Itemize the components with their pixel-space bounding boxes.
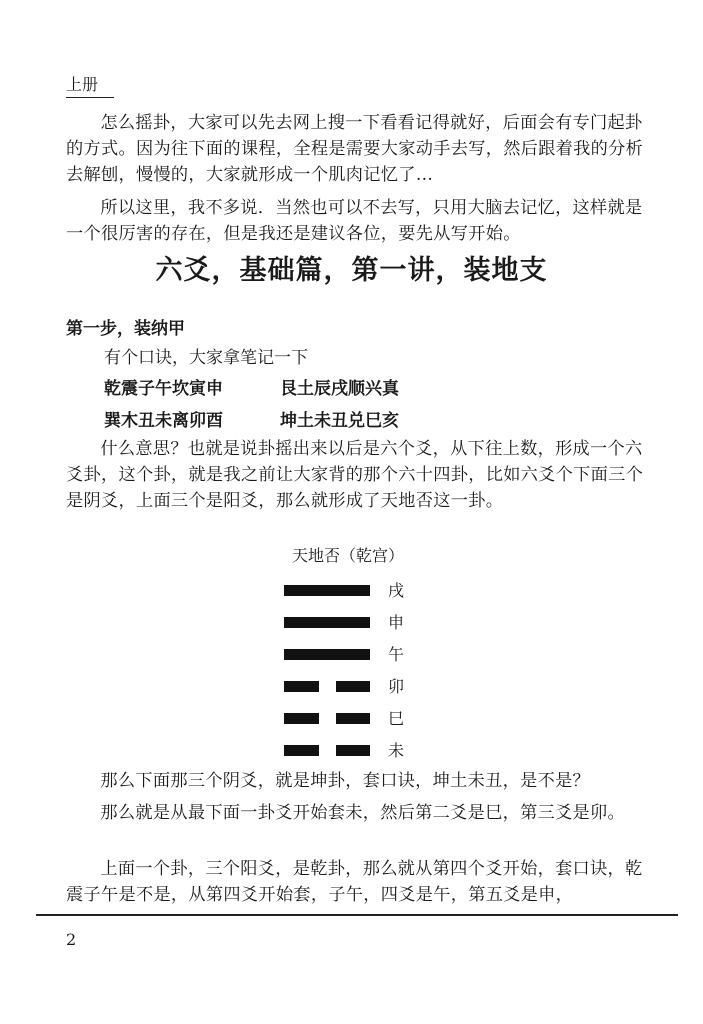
yin-line-left xyxy=(284,713,319,724)
branch-label: 午 xyxy=(388,645,405,664)
branch-label: 戌 xyxy=(388,581,405,600)
paragraph-4: 那么下面那三个阴爻，就是坤卦，套口诀，坤土未丑，是不是？ xyxy=(100,771,591,791)
rhyme-line-2a: 巽木丑未离卯酉 xyxy=(104,411,223,431)
yang-line xyxy=(284,585,370,596)
footer-divider xyxy=(36,914,678,916)
branch-label: 申 xyxy=(388,613,405,632)
hexagram-diagram xyxy=(284,575,424,765)
paragraph-5: 那么就是从最下面一卦爻开始套未，然后第二爻是巳，第三爻是卯。 xyxy=(100,803,626,823)
rhyme-line-1b: 艮土辰戌顺兴真 xyxy=(280,379,399,399)
branch-label: 未 xyxy=(388,741,405,760)
page-number: 2 xyxy=(66,930,77,949)
branch-label: 巳 xyxy=(388,709,405,728)
paragraph-1: 怎么摇卦，大家可以先去网上搜一下看看记得就好，后面会有专门起卦的方式。因为往下面的课程，全程是需要大家动手去写，然后跟着我的分析去解刨，慢慢的，大家就形成一个肌肉记忆了… xyxy=(66,113,644,185)
hexagram-title: 天地否（乾宫） xyxy=(292,546,405,565)
rhyme-line-2b: 坤土未丑兑巳亥 xyxy=(280,411,399,431)
paragraph-6: 上面一个卦，三个阳爻，是乾卦，那么就从第四个爻开始，套口诀，乾震子午是不是，从第四爻开始套，子午，四爻是午，第五爻是申， xyxy=(66,859,643,905)
paragraph-2: 所以这里，我不多说．当然也可以不去写，只用大脑去记忆，这样就是一个很厉害的存在，但是我还是建议各位，要先从写开始。 xyxy=(66,198,643,244)
step-heading: 第一步，装纳甲 xyxy=(66,319,185,339)
yin-line-right xyxy=(336,681,370,692)
paragraph-3: 什么意思？也就是说卦摇出来以后是六个爻，从下往上数，形成一个六爻卦，这个卦，就是我之前让大家背的那个六十四卦，比如六爻个下面三个是阴爻，上面三个是阳爻，那么就形成了天地否这一卦。 xyxy=(66,439,644,511)
section-title: 六爻，基础篇，第一讲，装地支 xyxy=(155,255,548,286)
yang-line xyxy=(284,649,370,660)
rhyme-intro: 有个口诀，大家拿笔记一下 xyxy=(104,348,308,368)
yin-line-left xyxy=(284,681,319,692)
yin-line-left xyxy=(284,745,319,756)
header-divider xyxy=(66,97,114,98)
yin-line-right xyxy=(336,713,370,724)
rhyme-line-1a: 乾震子午坎寅申 xyxy=(104,379,223,399)
volume-header: 上册 xyxy=(66,75,99,94)
branch-label: 卯 xyxy=(388,677,405,696)
yang-line xyxy=(284,617,370,628)
yin-line-right xyxy=(336,745,370,756)
